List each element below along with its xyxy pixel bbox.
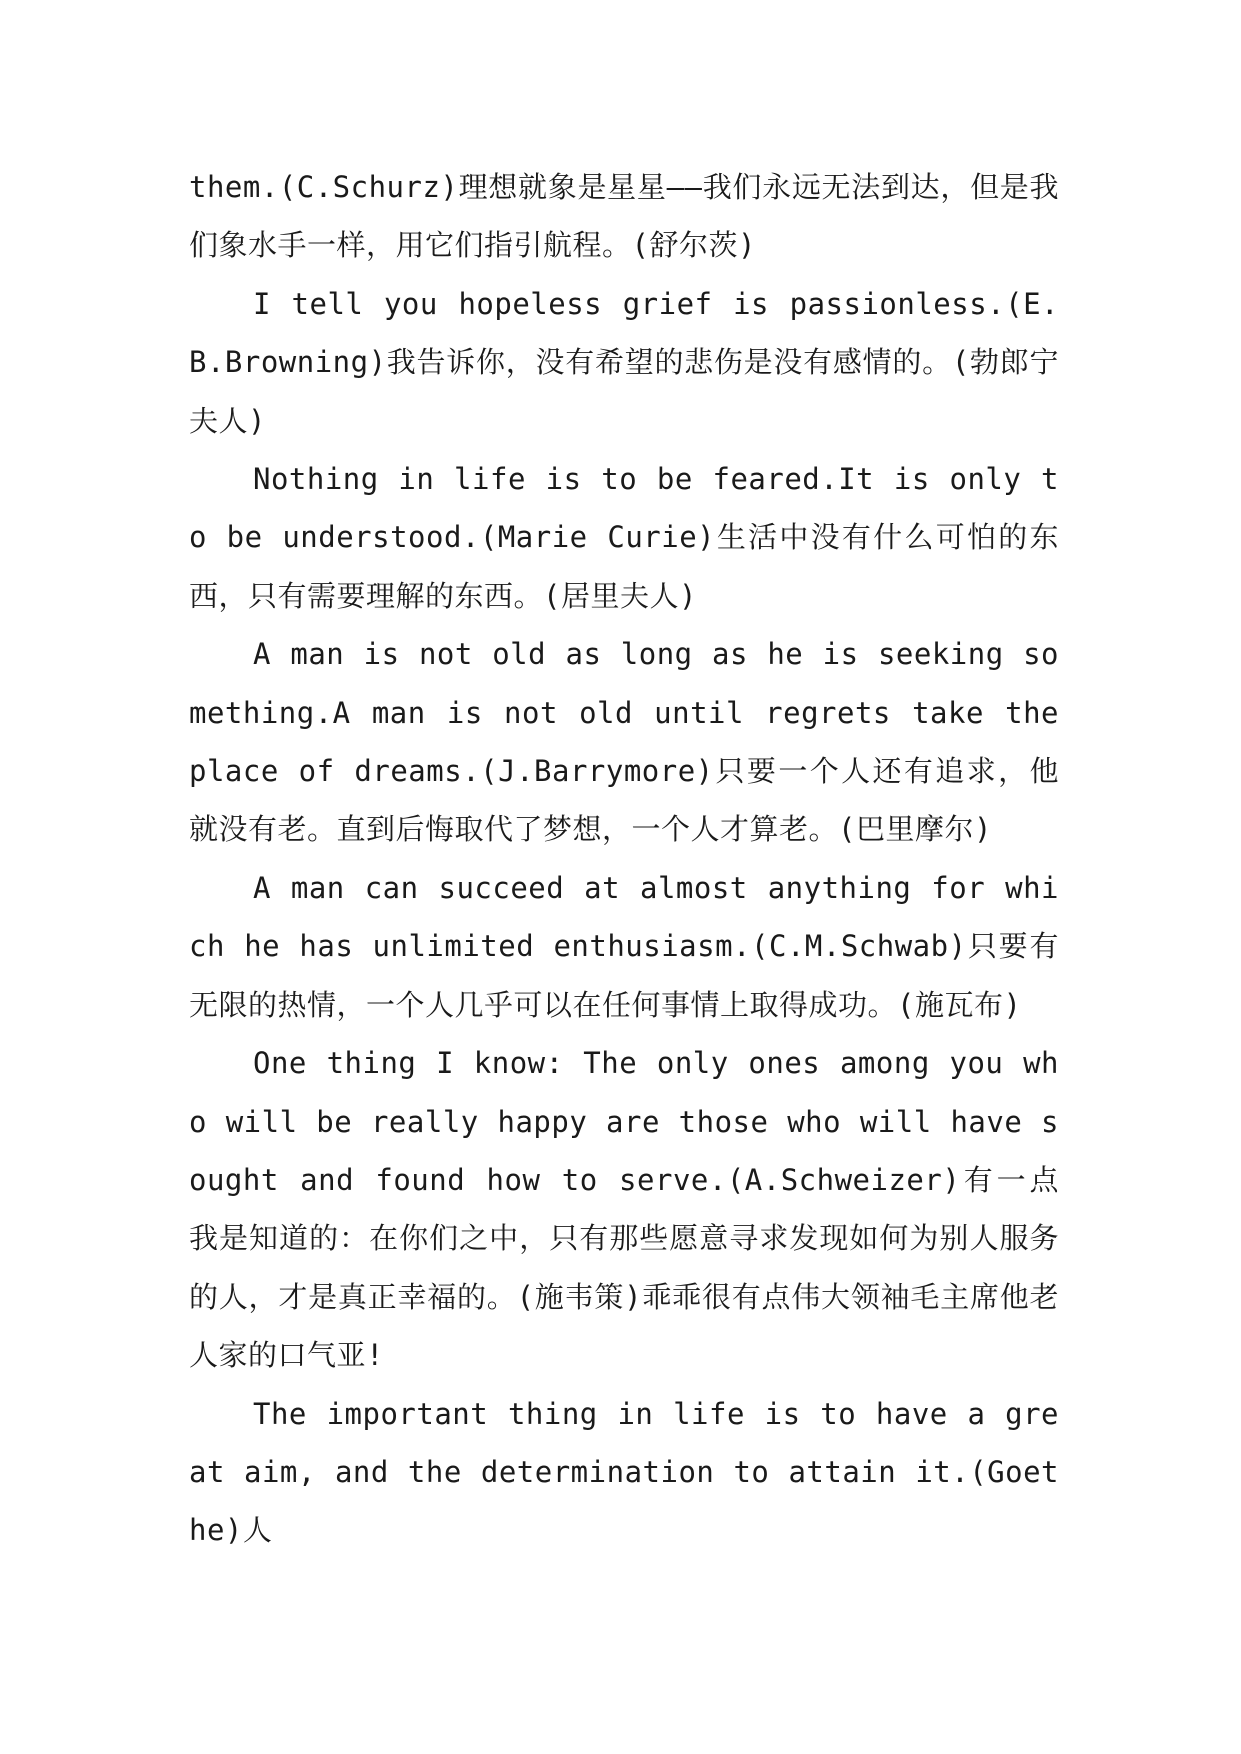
paragraph-5: A man can succeed at almost anything for which he has unlimited enthusiasm.(C.M.Schwab)只要有无限的热情，一个人几乎可以在任何事情上取得成功。(施瓦布) bbox=[189, 870, 1059, 1022]
paragraph-7: The important thing in life is to have a great aim, and the determination to attain it.(Goethe)人 bbox=[189, 1396, 1059, 1548]
paragraph-4: A man is not old as long as he is seeking something.A man is not old until regrets take the place of dreams.(J.Barrymore)只要一个人还有追求，他就没有老。直到后悔取代了梦想，一个人才算老。(巴里摩尔) bbox=[189, 637, 1059, 847]
paragraph-6: One thing I know: The only ones among you who will be really happy are those who will have sought and found how to serve.(A.Schweizer)有一点我是知道的：在你们之中，只有那些愿意寻求发现如何为别人服务的人，才是真正幸福的。(施韦策)乖乖很有点伟大领袖毛主席他老 人家的口气亚! bbox=[189, 1046, 1059, 1373]
document-page bbox=[189, 158, 1059, 1560]
paragraph-2: I tell you hopeless grief is passionless.(E.B.Browning)我告诉你，没有希望的悲伤是没有感情的。(勃郎宁夫人) bbox=[189, 286, 1059, 438]
paragraph-1: them.(C.Schurz)理想就象是星星——我们永远无法到达，但是我们象水手一样，用它们指引航程。(舒尔茨) bbox=[189, 170, 1059, 263]
paragraph-3: Nothing in life is to be feared.It is only to be understood.(Marie Curie)生活中没有什么可怕的东西，只有需要理解的东西。(居里夫人) bbox=[189, 462, 1059, 613]
